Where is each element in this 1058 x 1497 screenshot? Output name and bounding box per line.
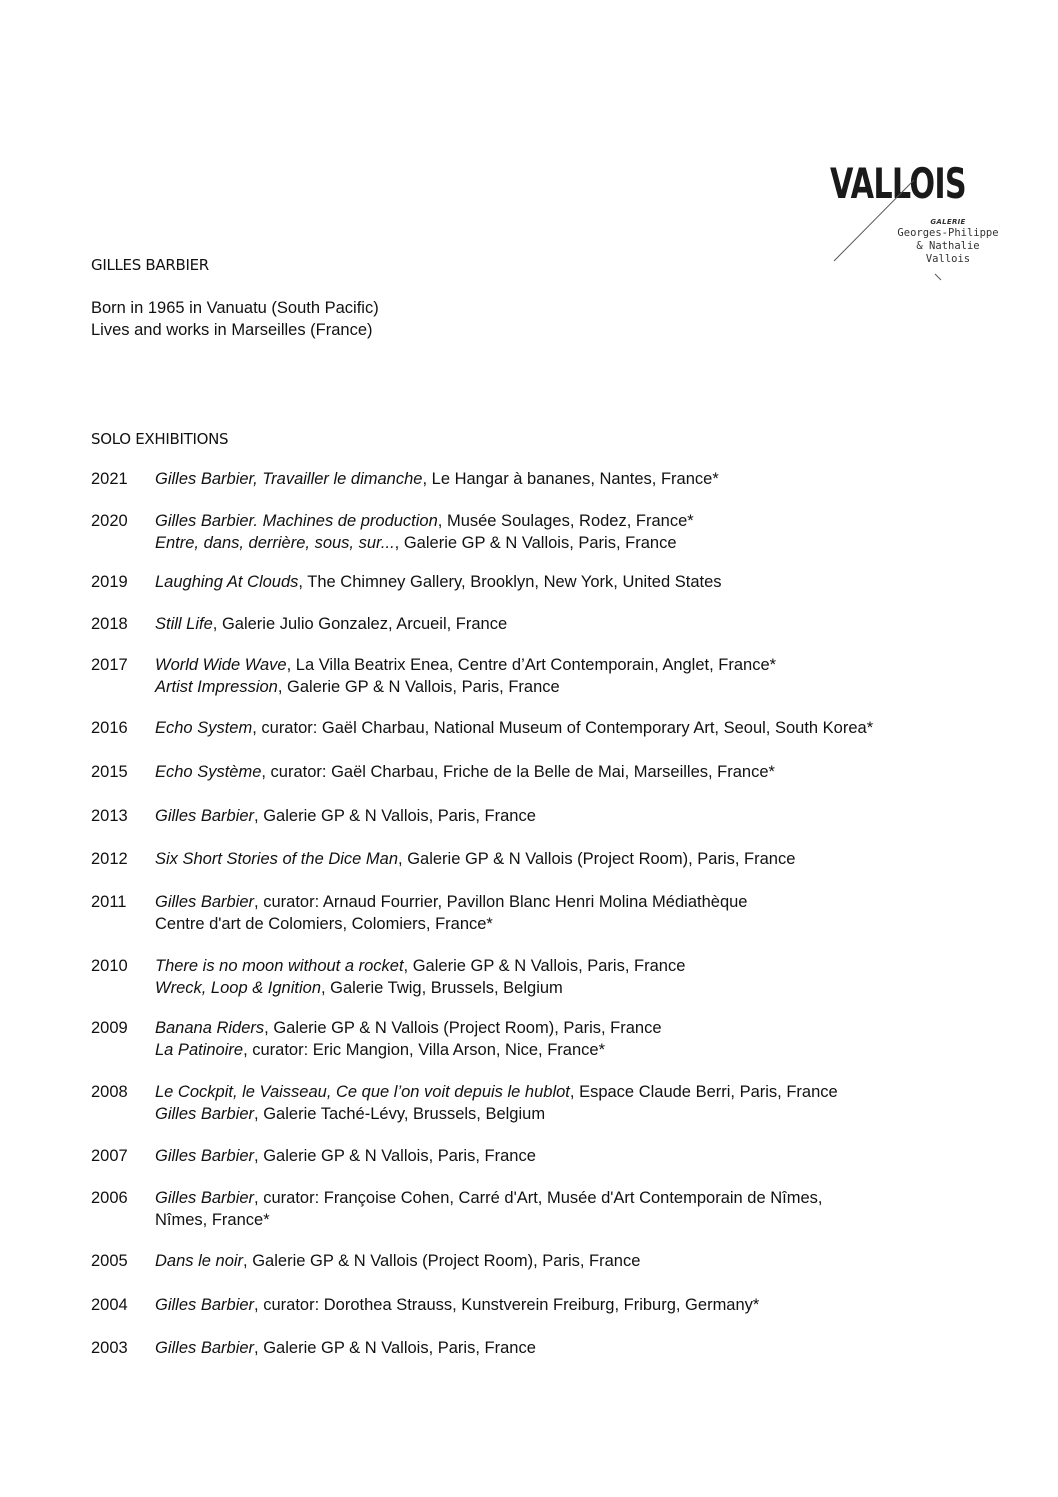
exhibition-entry <box>91 469 1011 491</box>
exhibition-entry <box>91 1251 1011 1273</box>
exhibition-title: Banana Riders <box>155 1019 265 1037</box>
exhibition-entry <box>91 718 1011 740</box>
section-title: SOLO EXHIBITIONS <box>91 430 229 448</box>
exhibition-title: Gilles Barbier <box>155 1189 255 1207</box>
exhibition-venue: , Galerie GP & N Vallois (Project Room), Paris, France <box>398 850 796 868</box>
bio-birth: Born in 1965 in Vanuatu (South Pacific) <box>91 299 379 317</box>
exhibition-line <box>155 1188 1011 1210</box>
exhibition-line <box>155 1295 1011 1317</box>
exhibition-year: 2010 <box>91 957 128 975</box>
exhibition-venue: , Galerie GP & N Vallois, Paris, France <box>254 1339 536 1357</box>
exhibition-line <box>155 849 1011 871</box>
exhibition-entry <box>91 1146 1011 1168</box>
exhibition-entry <box>91 849 1011 871</box>
exhibition-line <box>155 1210 1011 1232</box>
exhibition-title: Gilles Barbier. Machines de production <box>155 512 438 530</box>
exhibition-title: Gilles Barbier <box>155 1339 255 1357</box>
exhibition-line <box>155 614 1011 636</box>
exhibition-venue: , curator: Eric Mangion, Villa Arson, Nice, France* <box>243 1040 605 1059</box>
logo-line-1: Georges-Philippe <box>897 227 999 239</box>
exhibition-venue: , Galerie GP & N Vallois (Project Room), Paris, France <box>243 1252 641 1270</box>
exhibition-year: 2021 <box>91 470 128 488</box>
exhibition-title: Laughing At Clouds <box>155 573 299 591</box>
logo-line-3: Vallois <box>925 253 971 265</box>
artist-name: GILLES BARBIER <box>91 256 209 274</box>
exhibition-line <box>155 1082 1011 1104</box>
exhibition-line <box>155 655 1011 677</box>
exhibition-venue: , curator: Françoise Cohen, Carré d'Art, Musée d'Art Contemporain de Nîmes, <box>254 1189 823 1207</box>
exhibition-year: 2008 <box>91 1083 128 1101</box>
exhibition-venue: , Le Hangar à bananes, Nantes, France* <box>422 470 719 488</box>
exhibition-year: 2018 <box>91 615 128 633</box>
exhibition-title: Echo System <box>155 719 253 737</box>
exhibition-venue: , Galerie GP & N Vallois (Project Room), Paris, France <box>264 1019 662 1037</box>
exhibition-title: Gilles Barbier <box>155 1104 255 1123</box>
exhibition-entry <box>91 614 1011 636</box>
exhibition-venue: , La Villa Beatrix Enea, Centre d’Art Contemporain, Anglet, France* <box>286 656 777 674</box>
exhibition-year: 2005 <box>91 1252 128 1270</box>
logo-subtitle <box>876 217 1020 266</box>
exhibition-line <box>155 1251 1011 1273</box>
exhibition-venue: , The Chimney Gallery, Brooklyn, New York, United States <box>298 573 722 591</box>
exhibition-line <box>155 914 1011 936</box>
exhibition-line <box>155 1146 1011 1168</box>
exhibition-line <box>155 1104 1011 1126</box>
bio-residence: Lives and works in Marseilles (France) <box>91 321 373 339</box>
exhibition-year: 2012 <box>91 850 128 868</box>
exhibition-venue: , curator: Dorothea Strauss, Kunstverein Freiburg, Friburg, Germany* <box>254 1296 760 1314</box>
exhibition-title: There is no moon without a rocket <box>155 957 404 975</box>
exhibition-year: 2011 <box>91 893 127 911</box>
exhibition-title: Artist Impression <box>155 677 278 696</box>
exhibition-title: Six Short Stories of the Dice Man <box>155 850 399 868</box>
exhibition-entry <box>91 892 1011 935</box>
logo-galerie-label: GALERIE <box>930 218 966 226</box>
exhibition-title: Gilles Barbier <box>155 893 255 911</box>
exhibition-venue: , Musée Soulages, Rodez, France* <box>437 512 694 530</box>
exhibition-line <box>155 511 1011 533</box>
exhibition-line <box>155 677 1011 699</box>
exhibition-year: 2007 <box>91 1147 128 1165</box>
exhibition-title: Le Cockpit, le Vaisseau, Ce que l’on voit depuis le hublot <box>155 1083 570 1101</box>
exhibition-year: 2016 <box>91 719 128 737</box>
exhibition-line <box>155 572 1011 594</box>
exhibition-venue: , curator: Arnaud Fourrier, Pavillon Blanc Henri Molina Médiathèque <box>254 893 748 911</box>
exhibition-line <box>155 1338 1011 1360</box>
exhibition-entry <box>91 1188 1011 1231</box>
exhibition-venue: , curator: Gaël Charbau, Friche de la Belle de Mai, Marseilles, France* <box>261 763 775 781</box>
exhibition-venue: , Galerie GP & N Vallois, Paris, France <box>254 1147 536 1165</box>
exhibition-line <box>155 806 1011 828</box>
exhibition-entry <box>91 1082 1011 1125</box>
exhibition-venue: , Galerie Twig, Brussels, Belgium <box>321 978 563 997</box>
exhibition-entry <box>91 762 1011 784</box>
exhibition-title: Echo Système <box>155 763 262 781</box>
exhibition-entry <box>91 1018 1011 1061</box>
exhibition-line <box>155 956 1011 978</box>
exhibition-venue: Nîmes, France* <box>155 1210 270 1229</box>
artist-bio <box>91 297 379 341</box>
exhibition-year: 2004 <box>91 1296 128 1314</box>
exhibition-line <box>155 533 1011 555</box>
exhibition-venue: , Galerie GP & N Vallois, Paris, France <box>403 957 686 975</box>
exhibition-line <box>155 762 1011 784</box>
exhibition-year: 2020 <box>91 512 128 530</box>
exhibition-title: La Patinoire <box>155 1040 244 1059</box>
exhibition-entry <box>91 1295 1011 1317</box>
exhibition-venue: , Galerie GP & N Vallois, Paris, France <box>254 807 536 825</box>
exhibition-title: Gilles Barbier, Travailler le dimanche <box>155 470 423 488</box>
exhibition-entry <box>91 572 1011 594</box>
exhibition-entry <box>91 1338 1011 1360</box>
exhibition-line <box>155 1018 1011 1040</box>
exhibition-year: 2013 <box>91 807 128 825</box>
exhibition-venue: , Galerie Taché-Lévy, Brussels, Belgium <box>254 1104 546 1123</box>
exhibition-year: 2019 <box>91 573 128 591</box>
exhibition-title: Gilles Barbier <box>155 1147 255 1165</box>
exhibition-title: World Wide Wave <box>155 656 287 674</box>
exhibition-year: 2017 <box>91 656 128 674</box>
exhibition-entry <box>91 806 1011 828</box>
exhibition-line <box>155 978 1011 1000</box>
exhibition-title: Gilles Barbier <box>155 1296 255 1314</box>
exhibition-line <box>155 1040 1011 1062</box>
exhibition-year: 2009 <box>91 1019 128 1037</box>
exhibition-venue: , Galerie Julio Gonzalez, Arcueil, France <box>212 615 508 633</box>
exhibition-title: Dans le noir <box>155 1252 244 1270</box>
exhibition-venue: Centre d'art de Colomiers, Colomiers, France* <box>155 914 493 933</box>
exhibition-line <box>155 469 1011 491</box>
gallery-logo <box>830 160 1030 290</box>
exhibition-venue: , Galerie GP & N Vallois, Paris, France <box>277 677 560 696</box>
exhibition-venue: , Galerie GP & N Vallois, Paris, France <box>394 533 677 552</box>
exhibition-venue: , Espace Claude Berri, Paris, France <box>569 1083 838 1101</box>
exhibition-year: 2015 <box>91 763 128 781</box>
exhibition-title: Still Life <box>155 615 213 633</box>
exhibition-title: Gilles Barbier <box>155 807 255 825</box>
exhibition-entry <box>91 956 1011 999</box>
exhibition-entry <box>91 511 1011 554</box>
exhibition-year: 2003 <box>91 1339 128 1357</box>
exhibition-title: Wreck, Loop & Ignition <box>155 978 321 997</box>
logo-line-2: & Nathalie <box>916 240 980 252</box>
exhibition-year: 2006 <box>91 1189 128 1207</box>
exhibition-venue: , curator: Gaël Charbau, National Museum of Contemporary Art, Seoul, South Korea* <box>252 719 874 737</box>
exhibition-title: Entre, dans, derrière, sous, sur... <box>155 533 395 552</box>
logo-wordmark: VALLOIS <box>830 159 966 208</box>
exhibition-line <box>155 892 1011 914</box>
exhibition-line <box>155 718 1011 740</box>
exhibition-entry <box>91 655 1011 698</box>
